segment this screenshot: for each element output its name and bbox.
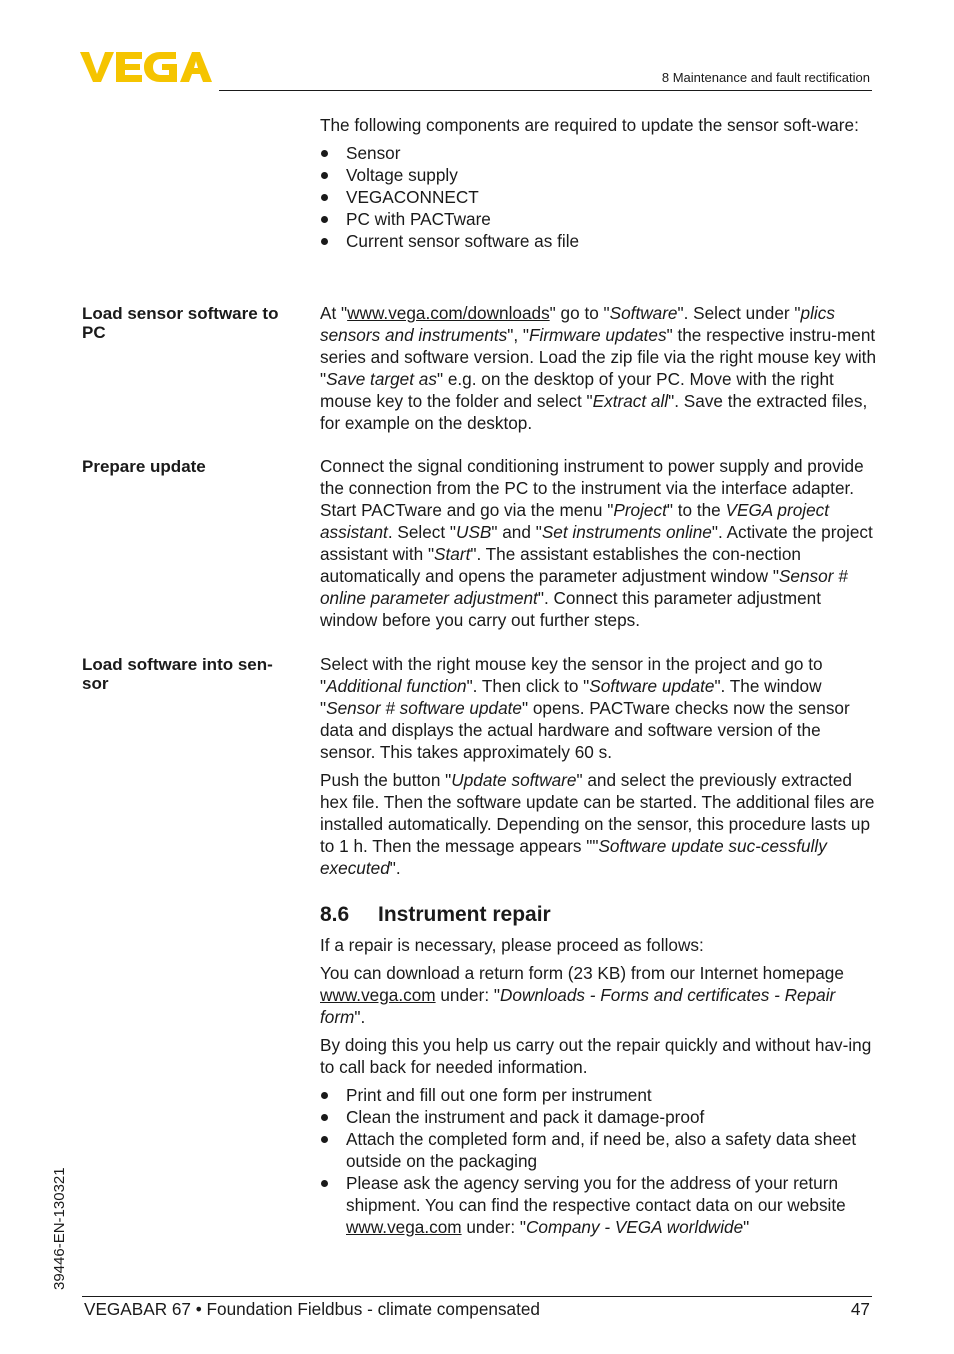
- header-divider: [219, 90, 872, 91]
- vega-link[interactable]: www.vega.com: [320, 985, 436, 1005]
- list-item: Voltage supply: [320, 164, 878, 186]
- load-sensor-text-1: Select with the right mouse key the sensor in the project and go to "Additional function". Then click to "Software update". The window "Sensor # software update" opens. PACTware checks now the sensor data and displays the actual hardware and software version of the sensor. This takes approximately 60 s.: [320, 654, 850, 762]
- section-heading: [320, 902, 551, 928]
- list-item: Attach the completed form and, if need be, also a safety data sheet outside on the packaging: [320, 1128, 878, 1172]
- intro-block: [320, 114, 878, 252]
- prepare-block: [320, 455, 878, 631]
- prepare-text: Connect the signal conditioning instrument to power supply and provide the connection from the PC to the instrument via the interface adapter. Start PACTware and go via the menu "Project" to the VEGA project assistant. Select "USB" and "Set instruments online". Activate the project assistant with "Start". The assistant establishes the con-nection automatically and opens the parameter adjustment window "Sensor # online parameter adjustment". Connect this parameter adjustment window before you carry out further steps.: [320, 456, 873, 630]
- label-load-pc: Load sensor software to PC: [82, 304, 279, 342]
- list-item: Current sensor software as file: [320, 230, 878, 252]
- list-item: Sensor: [320, 142, 878, 164]
- load-sensor-block: [320, 653, 878, 879]
- vega-logo: [80, 50, 212, 84]
- component-list: [320, 142, 878, 252]
- label-load-sensor: Load software into sen-sor: [82, 655, 273, 693]
- vega-link[interactable]: www.vega.com: [346, 1217, 462, 1237]
- repair-text-1: If a repair is necessary, please proceed as follows:: [320, 935, 704, 955]
- page-number: 47: [850, 1299, 870, 1319]
- label-prepare-update: Prepare update: [82, 457, 206, 476]
- load-pc-block: [320, 302, 878, 434]
- list-item: VEGACONNECT: [320, 186, 878, 208]
- section-title: Instrument repair: [378, 903, 551, 926]
- intro-text: The following components are required to update the sensor soft-ware:: [320, 115, 859, 135]
- footer-divider: [82, 1296, 872, 1297]
- repair-text-2: You can download a return form (23 KB) from our Internet homepage www.vega.com under: "Downloads - Forms and certificates - Repair form".: [320, 963, 844, 1027]
- repair-steps-list: [320, 1084, 878, 1238]
- list-item: Print and fill out one form per instrument: [320, 1084, 878, 1106]
- load-pc-text: At "www.vega.com/downloads" go to "Software". Select under "plics sensors and instruments", "Firmware updates" the respective instru-ment series and software version. Load the zip file via the right mouse key with "Save target as" e.g. on the desktop of your PC. Move with the right mouse key to the folder and select "Extract all". Save the extracted files, for example on the desktop.: [320, 303, 877, 433]
- document-code: 39446-EN-130321: [51, 1167, 68, 1290]
- section-number: 8.6: [320, 903, 350, 926]
- list-item: PC with PACTware: [320, 208, 878, 230]
- load-sensor-text-2: Push the button "Update software" and select the previously extracted hex file. Then the software update can be started. The additional files are installed automatically. Depending on the sensor, this procedure lasts up to 1 h. Then the message appears ""Software update suc-cessfully executed".: [320, 770, 875, 878]
- footer-title: VEGABAR 67 • Foundation Fieldbus - climate compensated: [84, 1299, 540, 1319]
- header-section-title: 8 Maintenance and fault rectification: [661, 70, 870, 85]
- repair-text-3: By doing this you help us carry out the repair quickly and without hav-ing to call back for needed information.: [320, 1035, 872, 1077]
- list-item: Please ask the agency serving you for the address of your return shipment. You can find the respective contact data on our website www.vega.com under: "Company - VEGA worldwide": [320, 1172, 878, 1238]
- repair-block: [320, 934, 878, 1238]
- downloads-link[interactable]: www.vega.com/downloads: [347, 303, 550, 323]
- list-item: Clean the instrument and pack it damage-proof: [320, 1106, 878, 1128]
